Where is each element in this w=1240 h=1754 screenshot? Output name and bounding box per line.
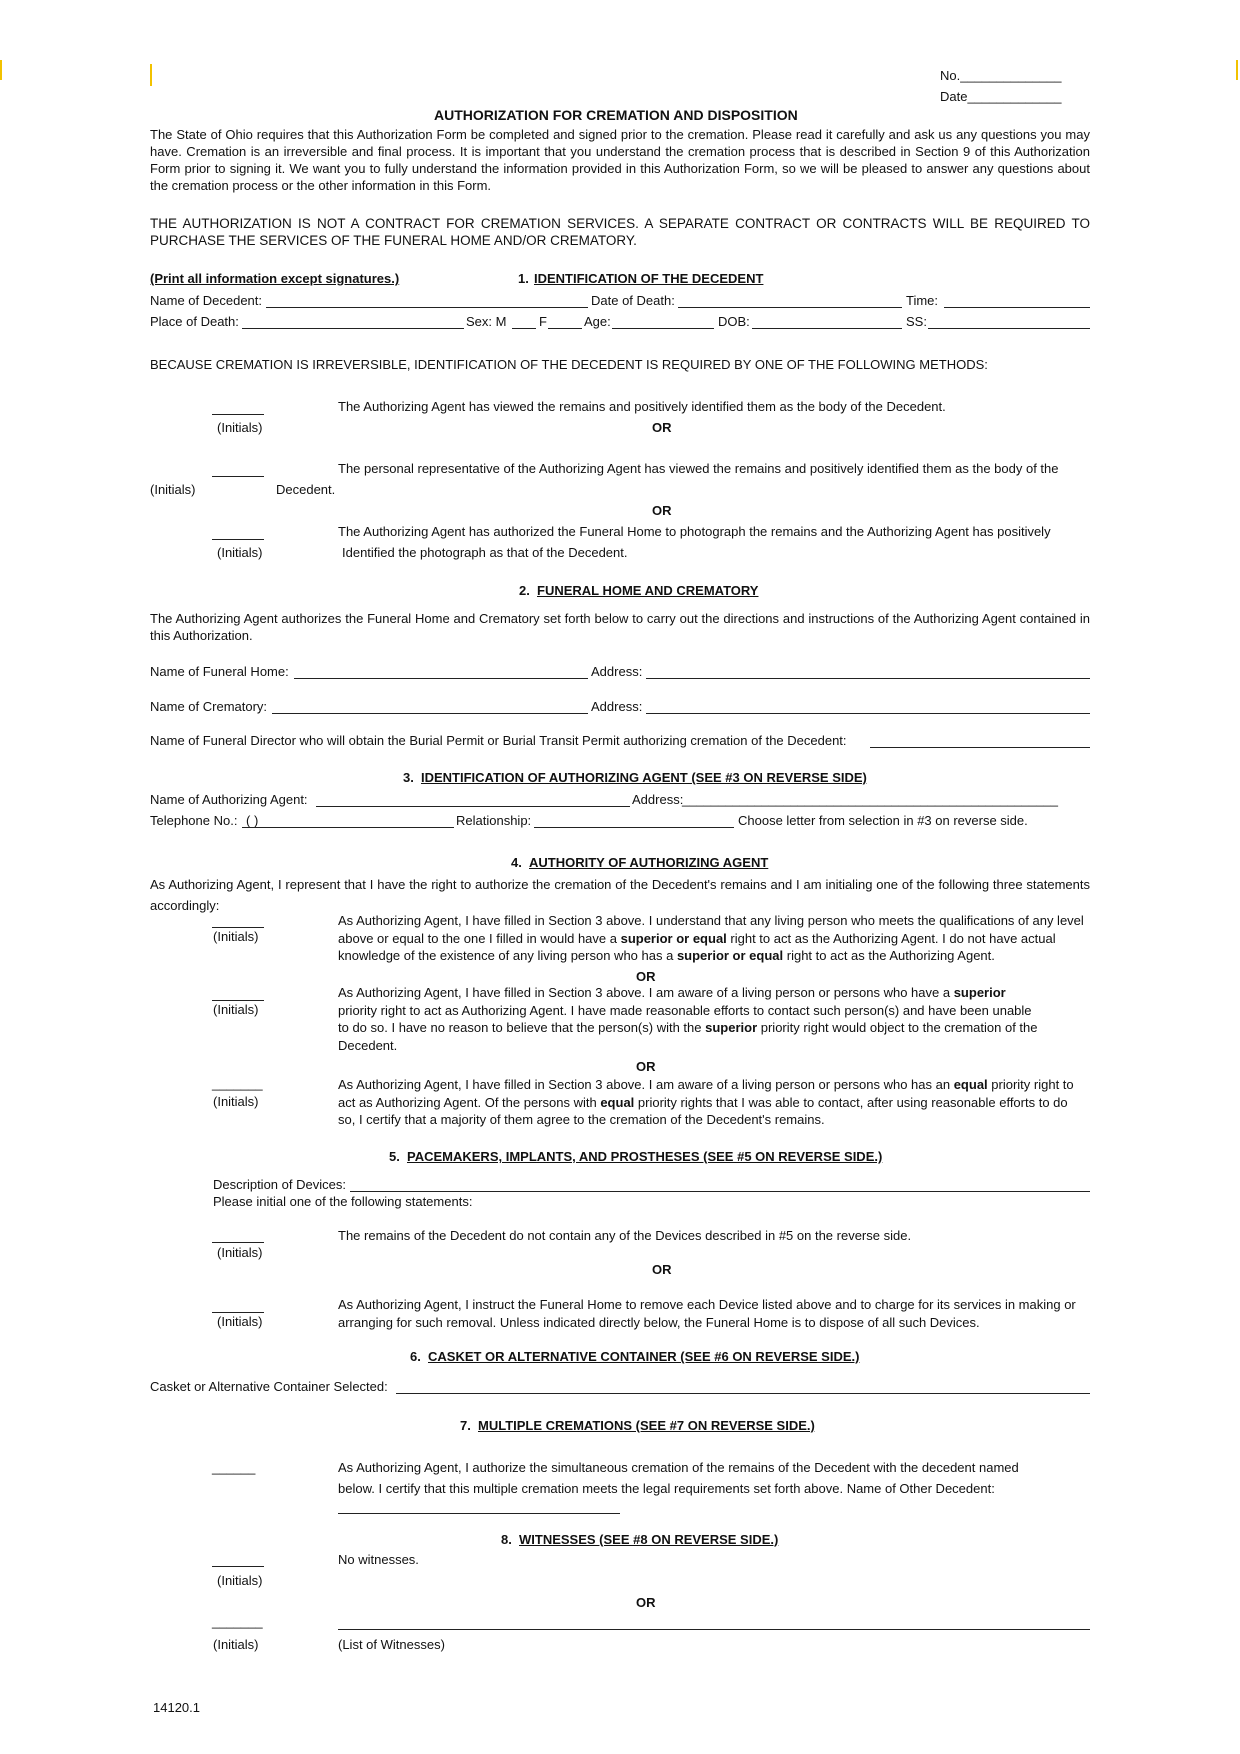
or-label: OR [652,503,672,518]
section2-num: 2. [519,583,530,598]
initials-input-1b[interactable] [212,460,264,477]
authority-statement-3: As Authorizing Agent, I have filled in Section 3 above. I am aware of a living person or persons who has an equal priority right to act as Authorizing Agent. Of the persons with equal priority rights that I was able to contact, after using reasonable efforts to do so, I certify that a majority of them agree to the cremation of the Decedent's remains. [338,1077,1074,1127]
place-of-death-input[interactable] [242,312,464,329]
or-label: OR [636,1059,656,1074]
initials-label: (Initials) [217,545,263,560]
initials-input-1c[interactable] [212,523,264,540]
authorizing-agent-label: Name of Authorizing Agent: [150,792,308,807]
ss-label: SS: [906,314,927,329]
relationship-input[interactable] [534,811,734,828]
device-option-1: The remains of the Decedent do not contain any of the Devices described in #5 on the reverse side. [338,1228,912,1243]
funeral-home-address-input[interactable] [646,662,1090,679]
decedent-name-input[interactable] [266,291,588,308]
identify-option-3-cont: Identified the photograph as that of the Decedent. [342,545,628,560]
page-title: AUTHORIZATION FOR CREMATION AND DISPOSITION [434,107,798,123]
scan-mark-right [1236,60,1238,80]
relationship-label: Relationship: [456,813,532,828]
initials-label: (Initials) [217,420,263,435]
dob-label: DOB: [718,314,750,329]
ss-input[interactable] [928,312,1090,329]
dob-input[interactable] [752,312,902,329]
other-decedent-input[interactable] [338,1497,620,1514]
initials-label: (Initials) [150,482,196,497]
initials-input-1a[interactable] [212,398,264,415]
initials-input-8a[interactable] [212,1550,264,1567]
initials-label: (Initials) [213,929,259,944]
or-label: OR [636,1595,656,1610]
identify-option-2-cont: Decedent. [276,482,336,497]
date-of-death-input[interactable] [678,291,902,308]
sex-f-input[interactable] [548,312,582,329]
initials-label: (Initials) [213,1002,259,1017]
initials-label: (Initials) [217,1314,263,1329]
section7-heading: MULTIPLE CREMATIONS (SEE #7 ON REVERSE SIDE.) [478,1418,815,1433]
devices-input[interactable] [350,1175,1090,1192]
crematory-address-label: Address: [591,699,643,714]
authorizing-agent-input[interactable] [316,790,630,807]
date-of-death-label: Date of Death: [591,293,675,308]
section3-heading: IDENTIFICATION OF AUTHORIZING AGENT (SEE #3 ON REVERSE SIDE) [421,770,867,785]
section2-text: The Authorizing Agent authorizes the Funeral Home and Crematory set forth below to carry out the directions and instructions of the Authorizing Agent contained in this Authorization. [150,611,1090,643]
age-label: Age: [584,314,611,329]
decedent-name-label: Name of Decedent: [150,293,263,308]
identify-option-2: The personal representative of the Authorizing Agent has viewed the remains and positively identified them as the body of the [338,461,1059,476]
form-date-label: Date_____________ [940,89,1062,104]
or-label: OR [652,420,672,435]
section5-num: 5. [389,1149,400,1164]
list-of-witnesses-label: (List of Witnesses) [338,1637,445,1652]
multiple-cremation-text-2: below. I certify that this multiple cremation meets the legal requirements set forth above. Name of Other Decedent: [338,1481,995,1496]
print-note: (Print all information except signatures.) [150,271,400,286]
crematory-label: Name of Crematory: [150,699,268,714]
form-code: 14120.1 [153,1700,200,1715]
initials-input-4b[interactable] [212,984,264,1001]
initials-label: (Initials) [217,1573,263,1588]
initials-label: (Initials) [213,1637,259,1652]
funeral-home-address-label: Address: [591,664,643,679]
agent-address-blank[interactable]: ____________________________________________________ [682,792,1058,807]
no-witnesses-label: No witnesses. [338,1552,419,1567]
form-number-label: No.______________ [940,68,1062,83]
telephone-label: Telephone No.: [150,813,238,828]
section7-num: 7. [460,1418,471,1433]
sex-m-input[interactable] [512,312,536,329]
section8-heading: WITNESSES (SEE #8 ON REVERSE SIDE.) [519,1532,779,1547]
authority-statement-2: As Authorizing Agent, I have filled in Section 3 above. I am aware of a living person or persons who have a superior priority right to act as Authorizing Agent. I have made reasonable efforts to contact such person(s) and have been unable to do so. I have no reason to believe that the person(s) with the superior priority right would object to the cremation of the Decedent. [338,985,1038,1053]
scan-mark-left-2 [150,64,152,86]
multiple-cremation-text-1: As Authorizing Agent, I authorize the simultaneous cremation of the remains of the Decedent with the decedent named [338,1460,1019,1475]
intro-paragraph: The State of Ohio requires that this Authorization Form be completed and signed prior to the cremation. Please read it carefully and ask us any questions you may have. Cremation is an irreversible and final process. It is important that you understand the cremation process that is described in Section 9 of this Authorization Form prior to signing it. We want you to fully understand the information provided in this Authorization Form, so we will be pleased to answer any questions about the cremation process or the other information in this Form. [150,127,1090,193]
section1-num: 1. [518,271,529,286]
funeral-home-label: Name of Funeral Home: [150,664,289,679]
time-label: Time: [906,293,939,308]
initials-blank-7[interactable]: ______ [212,1460,256,1475]
initials-input-5a[interactable] [212,1226,264,1243]
telephone-input[interactable] [242,811,454,828]
funeral-director-label: Name of Funeral Director who will obtain the Burial Permit or Burial Transit Permit authorizing cremation of the Decedent: [150,733,847,748]
crematory-address-input[interactable] [646,697,1090,714]
section4-num: 4. [511,855,522,870]
section3-num: 3. [403,770,414,785]
agent-address-label: Address: [632,792,684,807]
place-of-death-label: Place of Death: [150,314,239,329]
or-label: OR [636,969,656,984]
initials-blank-4c[interactable]: _______ [212,1076,263,1091]
section6-heading: CASKET OR ALTERNATIVE CONTAINER (SEE #6 ON REVERSE SIDE.) [428,1349,860,1364]
section1-heading: IDENTIFICATION OF THE DECEDENT [534,271,764,286]
not-contract-paragraph: THE AUTHORIZATION IS NOT A CONTRACT FOR CREMATION SERVICES. A SEPARATE CONTRACT OR CONTRACTS WILL BE REQUIRED TO PURCHASE THE SERVICES OF THE FUNERAL HOME AND/OR CREMATORY. [150,216,1090,248]
section4-intro: As Authorizing Agent, I represent that I have the right to authorize the cremation of the Decedent's remains and I am initialing one of the following three statements accordingly: [150,877,1090,913]
sex-m-label: Sex: M [466,314,507,329]
choose-letter-note: Choose letter from selection in #3 on reverse side. [738,813,1028,828]
telephone-area-code: ( ) [246,813,259,828]
because-statement: BECAUSE CREMATION IS IRREVERSIBLE, IDENTIFICATION OF THE DECEDENT IS REQUIRED BY ONE OF THE FOLLOWING METHODS: [150,357,988,372]
initials-blank-8b[interactable]: _______ [212,1614,263,1629]
or-label: OR [652,1262,672,1277]
section5-heading: PACEMAKERS, IMPLANTS, AND PROSTHESES (SEE #5 ON REVERSE SIDE.) [407,1149,883,1164]
age-input[interactable] [612,312,714,329]
scan-mark-left [0,60,2,80]
time-input[interactable] [944,291,1090,308]
witnesses-input[interactable] [338,1613,1090,1630]
casket-input[interactable] [396,1377,1090,1394]
funeral-home-input[interactable] [294,662,588,679]
devices-label: Description of Devices: [213,1177,346,1192]
device-option-2: As Authorizing Agent, I instruct the Funeral Home to remove each Device listed above and to charge for its services in making or arranging for such removal. Unless indicated directly below, the Funeral Home is to dispose of all such Devices. [338,1297,1076,1330]
initials-label: (Initials) [213,1094,259,1109]
section2-heading: FUNERAL HOME AND CREMATORY [537,583,759,598]
section4-heading: AUTHORITY OF AUTHORIZING AGENT [529,855,769,870]
initial-one-note: Please initial one of the following statements: [213,1194,473,1209]
section8-num: 8. [501,1532,512,1547]
authority-statement-1: As Authorizing Agent, I have filled in Section 3 above. I understand that any living person who meets the qualifications of any level above or equal to the one I filled in would have a superior or equal right to act as the Authorizing Agent. I do not have actual knowledge of the existence of any living person who has a superior or equal right to act as the Authorizing Agent. [338,913,1084,963]
initials-label: (Initials) [217,1245,263,1260]
crematory-input[interactable] [272,697,588,714]
casket-label: Casket or Alternative Container Selected: [150,1379,388,1394]
sex-f-label: F [539,314,547,329]
section6-num: 6. [410,1349,421,1364]
identify-option-1: The Authorizing Agent has viewed the remains and positively identified them as the body of the Decedent. [338,399,946,414]
initials-input-5b[interactable] [212,1296,264,1313]
identify-option-3: The Authorizing Agent has authorized the Funeral Home to photograph the remains and the Authorizing Agent has positively [338,524,1051,539]
funeral-director-input[interactable] [870,731,1090,748]
initials-input-4a[interactable] [212,911,264,928]
